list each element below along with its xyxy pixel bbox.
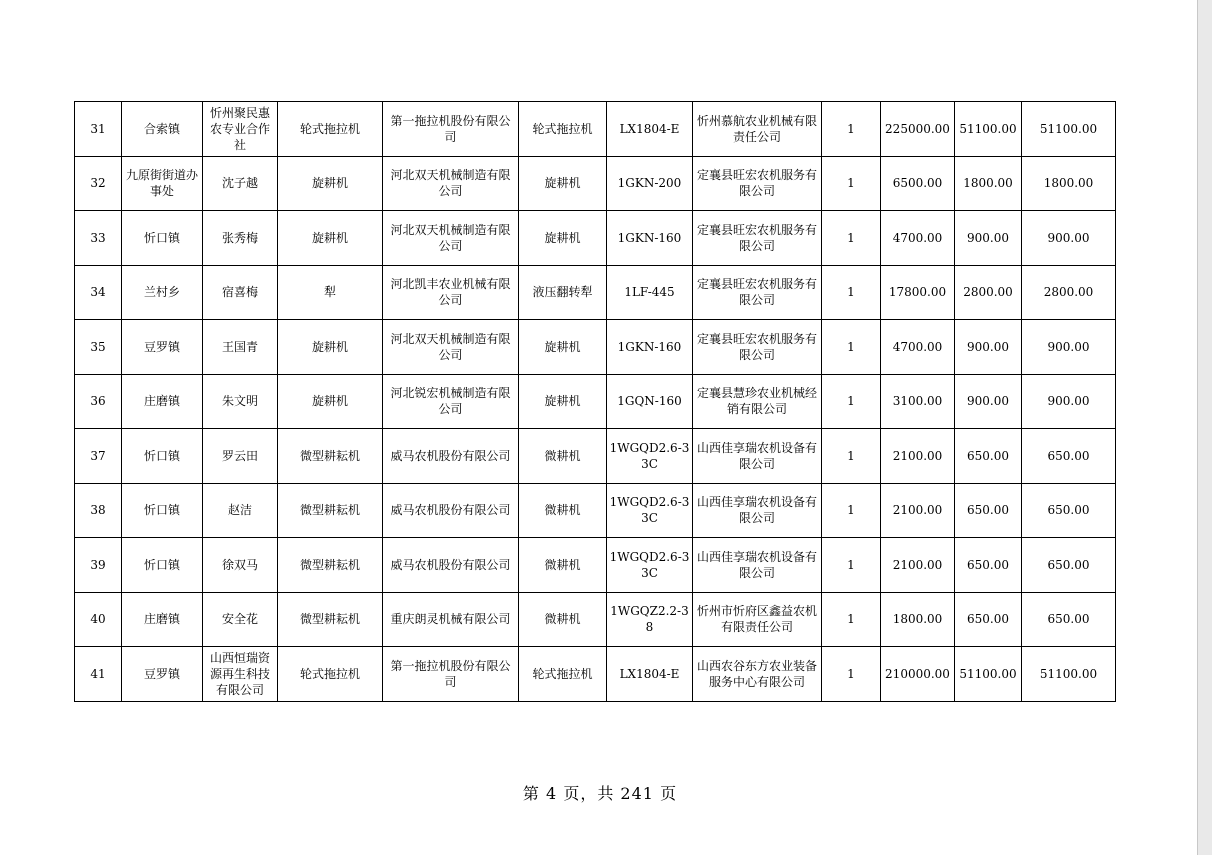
model-cell: 1WGQD2.6-33C — [607, 429, 693, 484]
price-cell: 4700.00 — [881, 320, 955, 375]
category-cell: 旋耕机 — [278, 320, 383, 375]
row-number: 38 — [75, 483, 122, 538]
quantity-cell: 1 — [822, 320, 881, 375]
manufacturer-cell: 第一拖拉机股份有限公司 — [383, 647, 519, 702]
footer-prefix: 第 — [522, 784, 540, 803]
total-pages-number: 241 — [620, 784, 654, 803]
model-cell: 1LF-445 — [607, 265, 693, 320]
buyer-cell: 山西恒瑞资源再生科技有限公司 — [203, 647, 278, 702]
subsidy-total-cell: 1800.00 — [1022, 156, 1116, 211]
subsidy-total-cell: 900.00 — [1022, 211, 1116, 266]
table-row — [75, 647, 1116, 702]
quantity-cell: 1 — [822, 647, 881, 702]
model-cell: 1GQN-160 — [607, 374, 693, 429]
subsidy-total-cell: 900.00 — [1022, 374, 1116, 429]
quantity-cell: 1 — [822, 538, 881, 593]
row-number: 34 — [75, 265, 122, 320]
footer-middle: 页，共 — [563, 784, 615, 803]
model-cell: 1GKN-160 — [607, 211, 693, 266]
town-cell: 合索镇 — [122, 102, 203, 157]
dealer-cell: 定襄县旺宏农机服务有限公司 — [693, 211, 822, 266]
price-cell: 4700.00 — [881, 211, 955, 266]
manufacturer-cell: 河北凯丰农业机械有限公司 — [383, 265, 519, 320]
model-cell: 1GKN-200 — [607, 156, 693, 211]
category-cell: 微型耕耘机 — [278, 429, 383, 484]
subsidy-amount-cell: 900.00 — [955, 211, 1022, 266]
manufacturer-cell: 第一拖拉机股份有限公司 — [383, 102, 519, 157]
buyer-cell: 朱文明 — [203, 374, 278, 429]
row-number: 39 — [75, 538, 122, 593]
product-cell: 旋耕机 — [519, 320, 607, 375]
subsidy-amount-cell: 650.00 — [955, 429, 1022, 484]
dealer-cell: 忻州市忻府区鑫益农机有限责任公司 — [693, 592, 822, 647]
model-cell: 1WGQD2.6-33C — [607, 538, 693, 593]
table-row — [75, 265, 1116, 320]
product-cell: 微耕机 — [519, 592, 607, 647]
table-row — [75, 592, 1116, 647]
buyer-cell: 沈子越 — [203, 156, 278, 211]
town-cell: 庄磨镇 — [122, 374, 203, 429]
dealer-cell: 山西农谷东方农业装备服务中心有限公司 — [693, 647, 822, 702]
category-cell: 轮式拖拉机 — [278, 647, 383, 702]
model-cell: LX1804-E — [607, 102, 693, 157]
dealer-cell: 定襄县慧珍农业机械经销有限公司 — [693, 374, 822, 429]
dealer-cell: 忻州慕航农业机械有限责任公司 — [693, 102, 822, 157]
town-cell: 兰村乡 — [122, 265, 203, 320]
row-number: 41 — [75, 647, 122, 702]
buyer-cell: 忻州聚民惠农专业合作社 — [203, 102, 278, 157]
category-cell: 旋耕机 — [278, 156, 383, 211]
row-number: 35 — [75, 320, 122, 375]
buyer-cell: 赵洁 — [203, 483, 278, 538]
town-cell: 忻口镇 — [122, 483, 203, 538]
manufacturer-cell: 重庆朗灵机械有限公司 — [383, 592, 519, 647]
quantity-cell: 1 — [822, 102, 881, 157]
category-cell: 微型耕耘机 — [278, 483, 383, 538]
product-cell: 微耕机 — [519, 429, 607, 484]
subsidy-amount-cell: 650.00 — [955, 483, 1022, 538]
manufacturer-cell: 河北双天机械制造有限公司 — [383, 156, 519, 211]
subsidy-total-cell: 650.00 — [1022, 538, 1116, 593]
price-cell: 2100.00 — [881, 429, 955, 484]
price-cell: 1800.00 — [881, 592, 955, 647]
subsidy-total-cell: 650.00 — [1022, 429, 1116, 484]
dealer-cell: 山西佳享瑞农机设备有限公司 — [693, 538, 822, 593]
subsidy-total-cell: 650.00 — [1022, 592, 1116, 647]
manufacturer-cell: 河北锐宏机械制造有限公司 — [383, 374, 519, 429]
category-cell: 轮式拖拉机 — [278, 102, 383, 157]
dealer-cell: 定襄县旺宏农机服务有限公司 — [693, 320, 822, 375]
subsidy-total-cell: 2800.00 — [1022, 265, 1116, 320]
buyer-cell: 安全花 — [203, 592, 278, 647]
town-cell: 九原街街道办事处 — [122, 156, 203, 211]
buyer-cell: 罗云田 — [203, 429, 278, 484]
scrollbar-edge[interactable] — [1197, 0, 1212, 855]
town-cell: 豆罗镇 — [122, 647, 203, 702]
town-cell: 忻口镇 — [122, 211, 203, 266]
product-cell: 微耕机 — [519, 483, 607, 538]
table-row — [75, 102, 1116, 157]
subsidy-total-cell: 650.00 — [1022, 483, 1116, 538]
row-number: 32 — [75, 156, 122, 211]
buyer-cell: 张秀梅 — [203, 211, 278, 266]
buyer-cell: 徐双马 — [203, 538, 278, 593]
subsidy-amount-cell: 900.00 — [955, 320, 1022, 375]
table-row — [75, 320, 1116, 375]
category-cell: 旋耕机 — [278, 211, 383, 266]
subsidy-amount-cell: 900.00 — [955, 374, 1022, 429]
category-cell: 微型耕耘机 — [278, 538, 383, 593]
category-cell: 旋耕机 — [278, 374, 383, 429]
model-cell: 1WGQZ2.2-38 — [607, 592, 693, 647]
table-row — [75, 374, 1116, 429]
row-number: 37 — [75, 429, 122, 484]
table-row — [75, 211, 1116, 266]
quantity-cell: 1 — [822, 211, 881, 266]
manufacturer-cell: 威马农机股份有限公司 — [383, 538, 519, 593]
model-cell: LX1804-E — [607, 647, 693, 702]
product-cell: 轮式拖拉机 — [519, 647, 607, 702]
price-cell: 6500.00 — [881, 156, 955, 211]
product-cell: 轮式拖拉机 — [519, 102, 607, 157]
town-cell: 庄磨镇 — [122, 592, 203, 647]
quantity-cell: 1 — [822, 483, 881, 538]
row-number: 36 — [75, 374, 122, 429]
town-cell: 忻口镇 — [122, 429, 203, 484]
category-cell: 犁 — [278, 265, 383, 320]
table-row — [75, 156, 1116, 211]
category-cell: 微型耕耘机 — [278, 592, 383, 647]
product-cell: 液压翻转犁 — [519, 265, 607, 320]
footer-suffix: 页 — [660, 784, 678, 803]
manufacturer-cell: 河北双天机械制造有限公司 — [383, 320, 519, 375]
dealer-cell: 山西佳享瑞农机设备有限公司 — [693, 429, 822, 484]
table-row — [75, 538, 1116, 593]
manufacturer-cell: 河北双天机械制造有限公司 — [383, 211, 519, 266]
subsidy-amount-cell: 650.00 — [955, 538, 1022, 593]
subsidy-amount-cell: 650.00 — [955, 592, 1022, 647]
table-row — [75, 429, 1116, 484]
current-page-number: 4 — [546, 784, 558, 803]
product-cell: 旋耕机 — [519, 374, 607, 429]
page-footer — [0, 781, 1200, 804]
dealer-cell: 定襄县旺宏农机服务有限公司 — [693, 265, 822, 320]
price-cell: 3100.00 — [881, 374, 955, 429]
manufacturer-cell: 威马农机股份有限公司 — [383, 429, 519, 484]
model-cell: 1WGQD2.6-33C — [607, 483, 693, 538]
subsidy-amount-cell: 1800.00 — [955, 156, 1022, 211]
buyer-cell: 宿喜梅 — [203, 265, 278, 320]
row-number: 31 — [75, 102, 122, 157]
town-cell: 忻口镇 — [122, 538, 203, 593]
product-cell: 旋耕机 — [519, 211, 607, 266]
subsidy-table — [74, 101, 1116, 702]
model-cell: 1GKN-160 — [607, 320, 693, 375]
price-cell: 210000.00 — [881, 647, 955, 702]
row-number: 40 — [75, 592, 122, 647]
manufacturer-cell: 威马农机股份有限公司 — [383, 483, 519, 538]
quantity-cell: 1 — [822, 156, 881, 211]
product-cell: 旋耕机 — [519, 156, 607, 211]
subsidy-total-cell: 51100.00 — [1022, 647, 1116, 702]
product-cell: 微耕机 — [519, 538, 607, 593]
price-cell: 17800.00 — [881, 265, 955, 320]
subsidy-amount-cell: 51100.00 — [955, 647, 1022, 702]
table-row — [75, 483, 1116, 538]
dealer-cell: 定襄县旺宏农机服务有限公司 — [693, 156, 822, 211]
subsidy-total-cell: 51100.00 — [1022, 102, 1116, 157]
quantity-cell: 1 — [822, 429, 881, 484]
price-cell: 225000.00 — [881, 102, 955, 157]
subsidy-amount-cell: 51100.00 — [955, 102, 1022, 157]
row-number: 33 — [75, 211, 122, 266]
town-cell: 豆罗镇 — [122, 320, 203, 375]
quantity-cell: 1 — [822, 374, 881, 429]
subsidy-total-cell: 900.00 — [1022, 320, 1116, 375]
buyer-cell: 王国青 — [203, 320, 278, 375]
quantity-cell: 1 — [822, 592, 881, 647]
dealer-cell: 山西佳享瑞农机设备有限公司 — [693, 483, 822, 538]
quantity-cell: 1 — [822, 265, 881, 320]
price-cell: 2100.00 — [881, 483, 955, 538]
subsidy-amount-cell: 2800.00 — [955, 265, 1022, 320]
price-cell: 2100.00 — [881, 538, 955, 593]
